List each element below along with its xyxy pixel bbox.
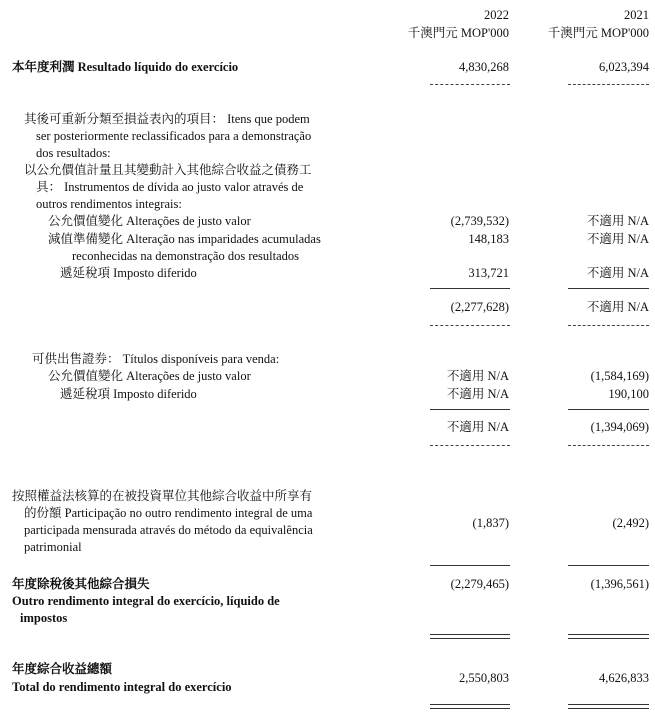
debt-subtotal-2021: 不適用 N/A: [586, 300, 649, 314]
rule-afs-subtotal-top-2022: [430, 409, 510, 410]
reclass-heading-line2: ser posteriormente reclassificados para a demonstração: [36, 129, 312, 143]
equity-method-line3: participada mensurada através do método da equivalência: [24, 523, 313, 537]
deferred-tax-debt-2022: 313,721: [468, 266, 509, 280]
debt-heading-line1: 以公允價值計量且其變動計入其他綜合收益之債務工: [24, 163, 312, 177]
total-comprehensive-2022: 2,550,803: [459, 671, 509, 685]
unit-2022-header: 千澳門元 MOP'000: [407, 26, 509, 40]
rule-afs-subtotal-2021: [568, 445, 649, 446]
debt-subtotal-2022: (2,277,628): [450, 300, 509, 314]
afs-subtotal-2021: (1,394,069): [590, 420, 649, 434]
fv-change-debt-2022: (2,739,532): [450, 214, 509, 228]
fv-change-afs-2022: 不適用 N/A: [446, 369, 509, 383]
year-2022-header: 2022: [484, 8, 509, 22]
year-2021-header: 2021: [624, 8, 649, 22]
oci-total-2021: (1,396,561): [590, 577, 649, 591]
reclass-heading-line1: 其後可重新分類至損益表內的項目： Itens que podem: [24, 112, 310, 126]
deferred-tax-debt-2021: 不適用 N/A: [586, 266, 649, 280]
equity-method-line1: 按照權益法核算的在被投資單位其他綜合收益中所享有: [12, 489, 313, 503]
fv-change-debt-2021: 不適用 N/A: [586, 214, 649, 228]
afs-subtotal-2022: 不適用 N/A: [446, 420, 509, 434]
impairment-2021: 不適用 N/A: [586, 232, 649, 246]
net-result-label-zh: 本年度利潤: [12, 60, 75, 74]
rule-oci-top-2021: [568, 565, 649, 566]
impairment-label-line2: reconhecidas na demonstração dos resultados: [72, 249, 300, 263]
reclass-heading-line3: dos resultados:: [36, 146, 111, 160]
rule-net-result-2022: [430, 84, 510, 85]
double-rule-oci-2022: [430, 634, 510, 639]
oci-total-label-pt1: Outro rendimento integral do exercício, líquido de: [12, 594, 280, 608]
fv-change-debt-label: 公允價值變化 Alterações de justo valor: [48, 214, 251, 228]
deferred-tax-debt-label: 遞延稅項 Imposto diferido: [60, 266, 197, 280]
impairment-label-line1: 減值準備變化 Alteração nas imparidades acumuladas: [48, 232, 321, 246]
double-rule-oci-2021: [568, 634, 649, 639]
double-rule-total-2021: [568, 704, 649, 709]
equity-method-2022: (1,837): [472, 516, 509, 530]
equity-method-line4: patrimonial: [24, 540, 82, 554]
net-result-label-pt: Resultado líquido do exercício: [77, 60, 239, 74]
oci-total-label-zh: 年度除稅後其他綜合損失: [12, 577, 150, 591]
equity-method-2021: (2,492): [612, 516, 649, 530]
deferred-tax-afs-2022: 不適用 N/A: [446, 387, 509, 401]
rule-oci-top-2022: [430, 565, 510, 566]
fv-change-afs-2021: (1,584,169): [590, 369, 649, 383]
net-result-label: [12, 60, 238, 75]
debt-heading-line2: 具： Instrumentos de dívida ao justo valor através de: [36, 180, 304, 194]
rule-debt-subtotal-top-2022: [430, 288, 510, 289]
unit-2021-header: 千澳門元 MOP'000: [547, 26, 649, 40]
net-result-2022: 4,830,268: [459, 60, 509, 74]
rule-net-result-2021: [568, 84, 649, 85]
oci-total-label-pt2: impostos: [20, 611, 68, 625]
double-rule-total-2022: [430, 704, 510, 709]
fv-change-afs-label: 公允價值變化 Alterações de justo valor: [48, 369, 251, 383]
rule-debt-subtotal-2022: [430, 325, 510, 326]
rule-afs-subtotal-top-2021: [568, 409, 649, 410]
total-comprehensive-label-pt: Total do rendimento integral do exercício: [12, 680, 232, 694]
net-result-2021: 6,023,394: [599, 60, 649, 74]
oci-total-2022: (2,279,465): [450, 577, 509, 591]
total-comprehensive-2021: 4,626,833: [599, 671, 649, 685]
rule-afs-subtotal-2022: [430, 445, 510, 446]
afs-heading: 可供出售證券： Títulos disponíveis para venda:: [32, 352, 280, 366]
debt-heading-line3: outros rendimentos integrais:: [36, 197, 182, 211]
rule-debt-subtotal-top-2021: [568, 288, 649, 289]
rule-debt-subtotal-2021: [568, 325, 649, 326]
deferred-tax-afs-2021: 190,100: [608, 387, 649, 401]
deferred-tax-afs-label: 遞延稅項 Imposto diferido: [60, 387, 197, 401]
impairment-2022: 148,183: [468, 232, 509, 246]
equity-method-line2: 的份額 Participação no outro rendimento integral de uma: [24, 506, 313, 520]
total-comprehensive-label-zh: 年度綜合收益總額: [12, 662, 113, 676]
